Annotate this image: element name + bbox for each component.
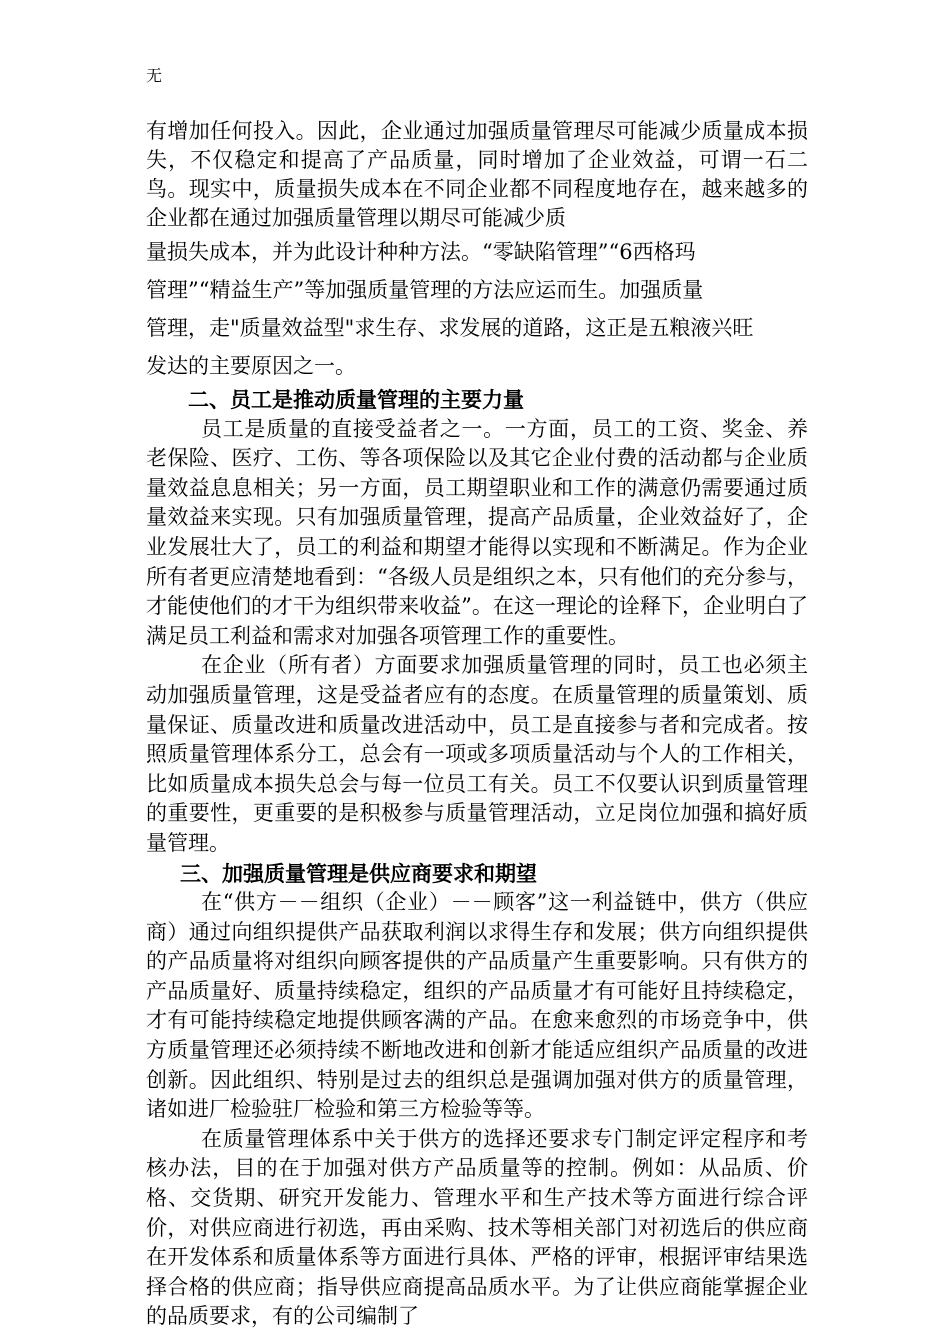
paragraph-1-part-a: 有增加任何投入。因此，企业通过加强质量管理尽可能减少质量成本损失，不仅稳定和提高了产品质量，同时增加了企业效益，可谓一石二鸟。现实中，质量损失成本在不同企业都不同程度地存在，越来越多的企业都在通过加强质量管理以期尽可能减少质 (146, 119, 808, 230)
page-header: 无 (146, 66, 163, 85)
paragraph-1-part-e: 发达的主要原因之一。 (146, 354, 356, 378)
paragraph-2: 员工是质量的直接受益者之一。一方面，员工的工资、奖金、养老保险、医疗、工伤、等各项保险以及其它企业付费的活动都与企业质量效益息息相关；另一方面，员工期望职业和工作的满意仍需要通过质量效益来实现。只有加强质量管理，提高产品质量，企业效益好了，企业发展壮大了，员工的利益和期望才能得以实现和不断满足。作为企业所有者更应清楚地看到：“各级人员是组织之本，只有他们的充分参与，才能使他们的才干为组织带来收益”。在这一理论的诠释下，企业明白了满足员工利益和需求对加强各项管理工作的重要性。 (146, 416, 808, 648)
paragraph-4: 在“供方－－组织（企业）－－顾客”这一利益链中，供方（供应商）通过向组织提供产品获取利润以求得生存和发展；供方向组织提供的产品质量将对组织向顾客提供的产品质量产生重要影响。只有供方的产品质量好、质量持续稳定，组织的产品质量才有可能好且持续稳定，才有可能持续稳定地提供顾客满的产品。在愈来愈烈的市场竞争中，供方质量管理还必须持续不断地改进和创新才能适应组织产品质量的改进创新。因此组织、特别是过去的组织总是强调加强对供方的质量管理，诸如进厂检验驻厂检验和第三方检验等等。 (146, 890, 808, 1122)
section-heading-3: 三、加强质量管理是供应商要求和期望 (180, 860, 537, 886)
paragraph-1-part-b: 量损失成本，并为此设计种种方法。“零缺陷管理”“6西格玛 (146, 240, 696, 264)
paragraph-1 (146, 117, 808, 385)
paragraph-5: 在质量管理体系中关于供方的选择还要求专门制定评定程序和考核办法，目的在于加强对供方产品质量等的控制。例如：从品质、价格、交货期、研究开发能力、管理水平和生产技术等方面进行综合评价，对供应商进行初选，再由采购、技术等相关部门对初选后的供应商在开发体系和质量体系等方面进行具体、严格的评审，根据评审结果选择合格的供应商；指导供应商提高品质水平。为了让供应商能掌握企业的品质要求，有的公司编制了 (146, 1126, 808, 1329)
paragraph-3: 在企业（所有者）方面要求加强质量管理的同时，员工也必须主动加强质量管理，这是受益者应有的态度。在质量管理的质量策划、质量保证、质量改进和质量改进活动中，员工是直接参与者和完成者。按照质量管理体系分工，总会有一项或多项质量活动与个人的工作相关，比如质量成本损失总会与每一位员工有关。员工不仅要认识到质量管理的重要性，更重要的是积极参与质量管理活动，立足岗位加强和搞好质量管理。 (146, 653, 808, 855)
paragraph-1-part-c: 管理”“精益生产”等加强质量管理的方法应运而生。加强质量 (146, 278, 704, 302)
document-body (146, 117, 808, 1332)
paragraph-1-part-d: 管理，走"质量效益型"求生存、求发展的道路，这正是五粮液兴旺 (146, 316, 754, 340)
section-heading-2: 二、员工是推动质量管理的主要力量 (188, 387, 524, 412)
